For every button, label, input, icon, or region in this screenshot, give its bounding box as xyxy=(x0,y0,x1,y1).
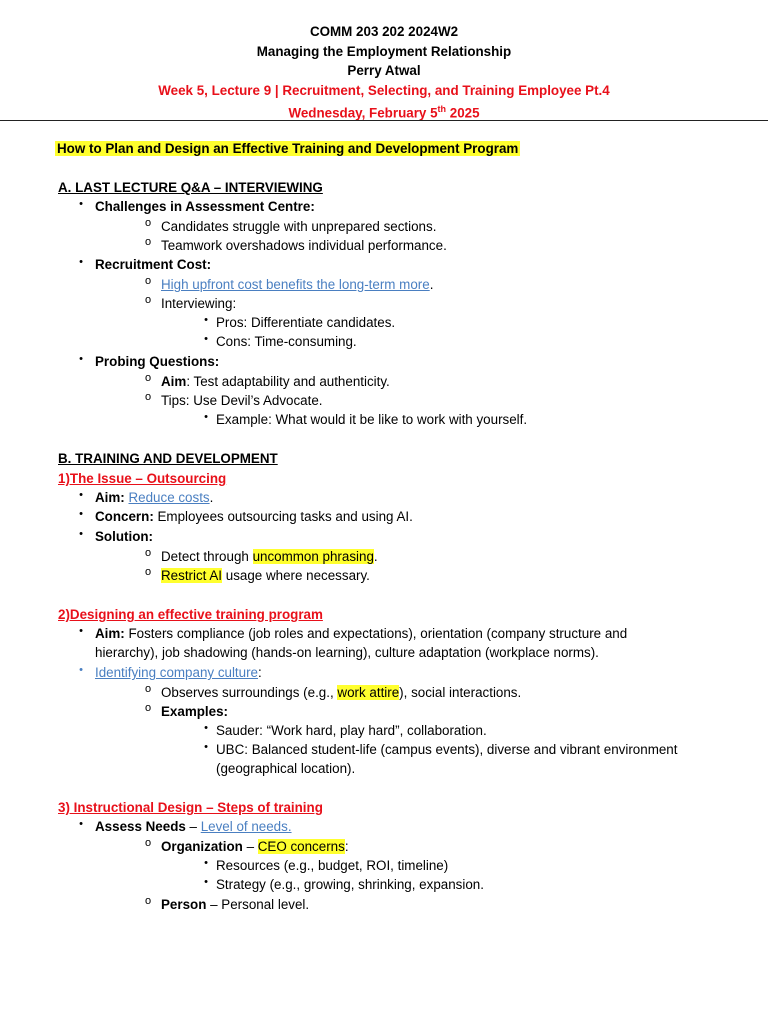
circle-bullet-icon: o xyxy=(144,275,152,287)
circle-bullet-icon: o xyxy=(144,217,152,229)
aim-item: Aim: Test adaptability and authenticity. xyxy=(161,374,390,389)
bullet-icon: • xyxy=(204,333,208,345)
challenge-item: Candidates struggle with unprepared sections. xyxy=(161,219,437,234)
header-divider xyxy=(0,120,768,121)
lecture-date: Wednesday, February 5th 2025 xyxy=(288,104,480,121)
issue-aim: Aim: Reduce costs. xyxy=(95,490,214,505)
bullet-icon: • xyxy=(79,353,83,365)
circle-bullet-icon: o xyxy=(144,837,152,849)
cons-item: Cons: Time-consuming. xyxy=(216,334,357,349)
circle-bullet-icon: o xyxy=(144,547,152,559)
instructor-name: Perry Atwal xyxy=(347,63,421,78)
sauder-item: Sauder: “Work hard, play hard”, collaboration. xyxy=(216,723,487,738)
reduce-costs-link[interactable]: Reduce costs xyxy=(128,490,210,505)
restrict-item: Restrict AI usage where necessary. xyxy=(161,568,370,583)
section-b-heading: B. TRAINING AND DEVELOPMENT xyxy=(58,451,278,466)
circle-bullet-icon: o xyxy=(144,702,152,714)
cost-link[interactable]: High upfront cost benefits the long-term more xyxy=(161,277,430,292)
circle-bullet-icon: o xyxy=(144,372,152,384)
examples-label: Examples: xyxy=(161,704,228,719)
circle-bullet-icon: o xyxy=(144,895,152,907)
main-title: How to Plan and Design an Effective Training and Development Program xyxy=(57,141,519,156)
resources-item: Resources (e.g., budget, ROI, timeline) xyxy=(216,858,449,873)
ubc-item-continued: (geographical location). xyxy=(216,761,356,776)
ubc-item: UBC: Balanced student-life (campus events), diverse and vibrant environment xyxy=(216,742,678,757)
bullet-icon: • xyxy=(204,876,208,888)
bullet-icon: • xyxy=(204,314,208,326)
bullet-icon: • xyxy=(79,489,83,501)
circle-bullet-icon: o xyxy=(144,566,152,578)
bullet-icon: • xyxy=(204,857,208,869)
level-of-needs-link[interactable]: Level of needs. xyxy=(200,819,292,834)
cost-label: Recruitment Cost: xyxy=(95,257,212,272)
design-aim-continued: hierarchy), job shadowing (hands-on learning), culture adaptation (workplace norms). xyxy=(95,645,599,660)
assess-item: Assess Needs – Level of needs. xyxy=(95,819,292,834)
bullet-icon: • xyxy=(79,198,83,210)
challenge-item: Teamwork overshadows individual performance. xyxy=(161,238,447,253)
issue-concern: Concern: Employees outsourcing tasks and using AI. xyxy=(95,509,413,524)
lecture-title: Week 5, Lecture 9 | Recruitment, Selecting, and Training Employee Pt.4 xyxy=(158,82,610,98)
person-item: Person – Personal level. xyxy=(161,897,310,912)
bullet-icon: • xyxy=(204,741,208,753)
probing-label: Probing Questions: xyxy=(95,354,220,369)
bullet-icon: • xyxy=(204,411,208,423)
organization-item: Organization – CEO concerns: xyxy=(161,839,349,854)
bullet-icon: • xyxy=(79,664,83,676)
cost-item: High upfront cost benefits the long-term more. xyxy=(161,277,434,292)
bullet-icon: • xyxy=(204,722,208,734)
observes-item: Observes surroundings (e.g., work attire), social interactions. xyxy=(161,685,522,700)
bullet-icon: • xyxy=(79,528,83,540)
bullet-icon: • xyxy=(79,818,83,830)
design-heading: 2)Designing an effective training program xyxy=(58,607,323,622)
bullet-icon: • xyxy=(79,625,83,637)
course-code: COMM 203 202 2024W2 xyxy=(309,24,459,39)
circle-bullet-icon: o xyxy=(144,391,152,403)
document-header xyxy=(0,0,768,123)
strategy-item: Strategy (e.g., growing, shrinking, expansion. xyxy=(216,877,484,892)
tips-item: Tips: Use Devil’s Advocate. xyxy=(161,393,323,408)
issue-heading: 1)The Issue – Outsourcing xyxy=(58,471,227,486)
design-aim: Aim: Fosters compliance (job roles and expectations), orientation (company structure and xyxy=(95,626,628,641)
example-item: Example: What would it be like to work with yourself. xyxy=(216,412,528,427)
circle-bullet-icon: o xyxy=(144,683,152,695)
solution-label: Solution: xyxy=(95,529,154,544)
challenges-label: Challenges in Assessment Centre: xyxy=(95,199,315,214)
interviewing-label: Interviewing: xyxy=(161,296,237,311)
detect-item: Detect through uncommon phrasing. xyxy=(161,549,378,564)
culture-item: Identifying company culture: xyxy=(95,665,262,680)
circle-bullet-icon: o xyxy=(144,294,152,306)
course-title: Managing the Employment Relationship xyxy=(256,43,512,59)
bullet-icon: • xyxy=(79,256,83,268)
bullet-icon: • xyxy=(79,508,83,520)
culture-link[interactable]: Identifying company culture xyxy=(95,665,259,680)
circle-bullet-icon: o xyxy=(144,236,152,248)
pros-item: Pros: Differentiate candidates. xyxy=(216,315,396,330)
section-a-heading: A. LAST LECTURE Q&A – INTERVIEWING xyxy=(58,180,323,195)
instructional-heading: 3) Instructional Design – Steps of training xyxy=(58,800,323,815)
